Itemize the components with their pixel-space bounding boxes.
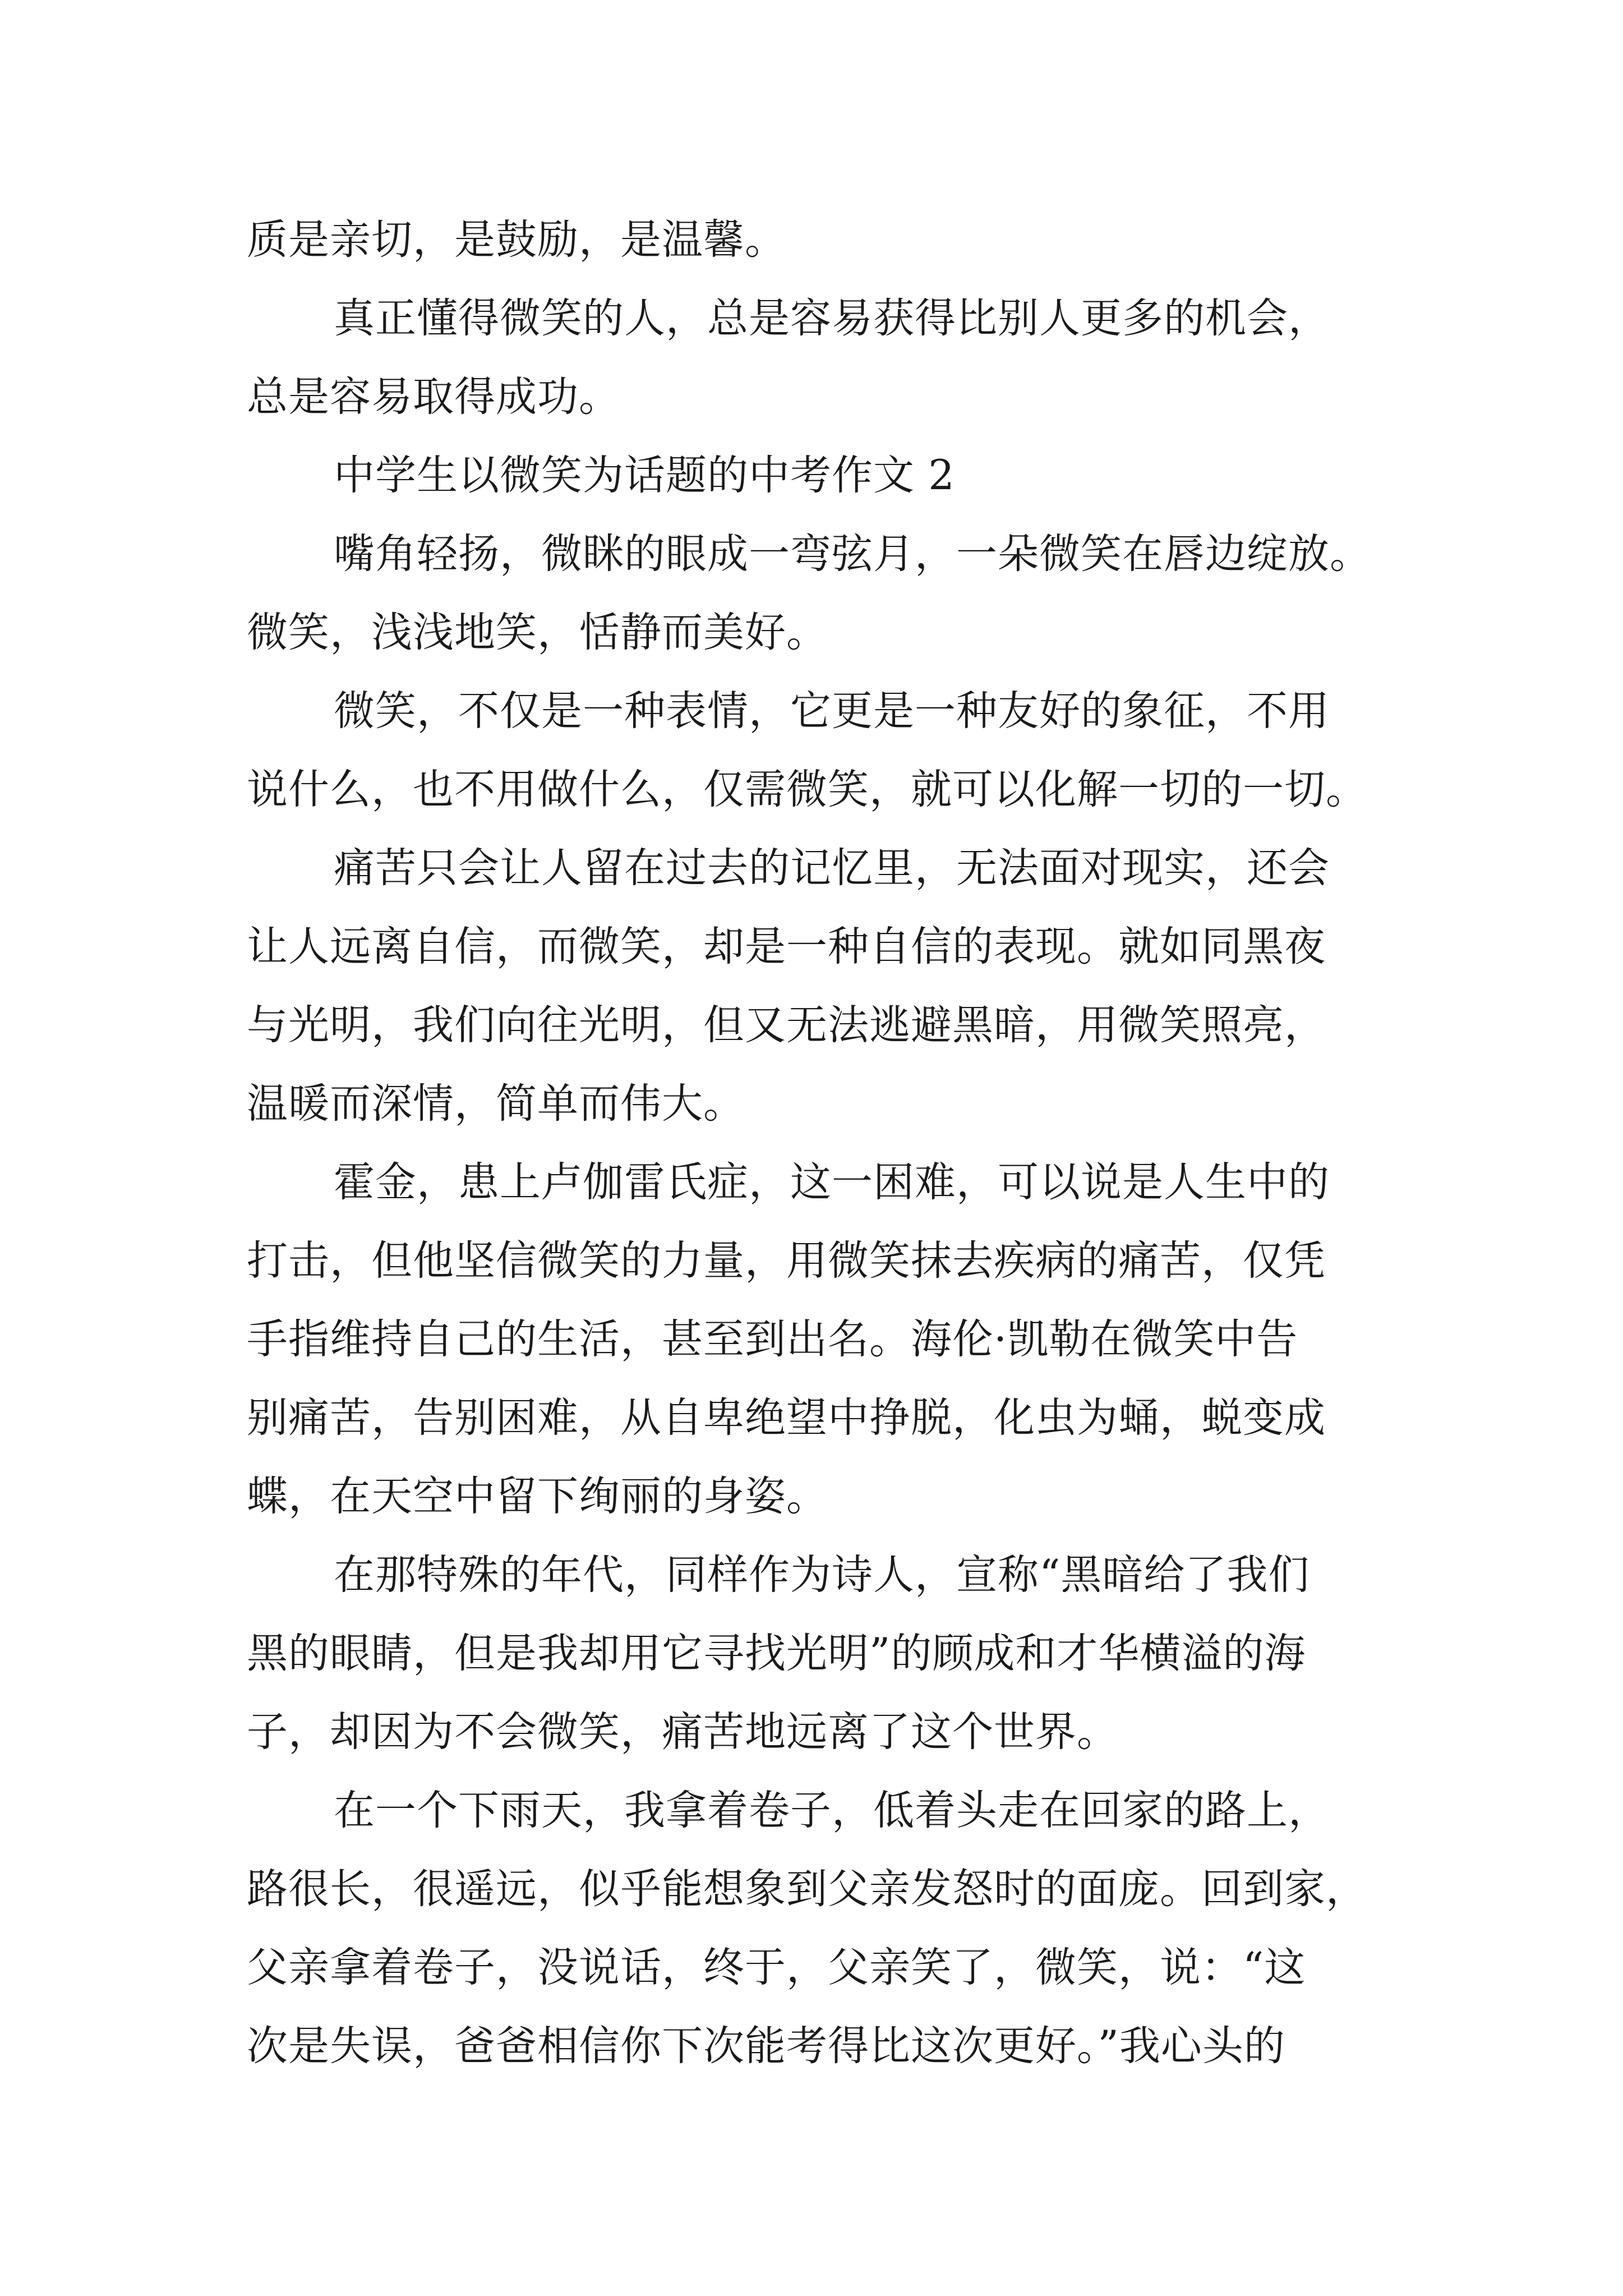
text-line: 在那特殊的年代，同样作为诗人，宣称“黑暗给了我们: [334, 1551, 1310, 1599]
text-line: 痛苦只会让人留在过去的记忆里，无法面对现实，还会: [334, 844, 1330, 892]
text-line: 路很长，很遥远，似乎能想象到父亲发怒时的面庞。回到家，: [247, 1865, 1367, 1913]
text-line: 微笑，浅浅地笑，恬静而美好。: [247, 609, 828, 656]
text-line: 让人远离自信，而微笑，却是一种自信的表现。就如同黑夜: [247, 923, 1326, 970]
text-line: 次是失误，爸爸相信你下次能考得比这次更好。”我心头的: [247, 2022, 1285, 2070]
text-line: 在一个下雨天，我拿着卷子，低着头走在回家的路上，: [334, 1787, 1330, 1834]
text-line: 与光明，我们向往光明，但又无法逃避黑暗，用微笑照亮，: [247, 1001, 1326, 1049]
text-line: 质是亲切，是鼓励，是温馨。: [247, 216, 786, 264]
text-line: 总是容易取得成功。: [247, 373, 620, 421]
text-line: 霍金，患上卢伽雷氏症，这一困难，可以说是人生中的: [334, 1158, 1330, 1206]
text-line: 嘴角轻扬，微眯的眼成一弯弦月，一朵微笑在唇边绽放。: [334, 530, 1371, 578]
text-line: 微笑，不仅是一种表情，它更是一种友好的象征，不用: [334, 687, 1330, 735]
text-line: 蝶，在天空中留下绚丽的身姿。: [247, 1473, 828, 1520]
text-line: 手指维持自己的生活，甚至到出名。海伦·凯勒在微笑中告: [247, 1315, 1298, 1363]
text-line: 别痛苦，告别困难，从自卑绝望中挣脱，化虫为蛹，蜕变成: [247, 1394, 1326, 1442]
text-line: 温暖而深情，简单而伟大。: [247, 1080, 745, 1128]
text-line: 打击，但他坚信微笑的力量，用微笑抹去疾病的痛苦，仅凭: [247, 1237, 1326, 1285]
section-heading: 中学生以微笑为话题的中考作文 2: [334, 452, 955, 499]
text-line: 子，却因为不会微笑，痛苦地远离了这个世界。: [247, 1708, 1118, 1756]
text-line: 父亲拿着卷子，没说话，终于，父亲笑了，微笑，说：“这: [247, 1944, 1306, 1991]
text-line: 真正懂得微笑的人，总是容易获得比别人更多的机会，: [334, 295, 1330, 342]
text-line: 说什么，也不用做什么，仅需微笑，就可以化解一切的一切。: [247, 766, 1367, 813]
text-line: 黑的眼睛，但是我却用它寻找光明”的顾成和才华横溢的海: [247, 1630, 1306, 1677]
